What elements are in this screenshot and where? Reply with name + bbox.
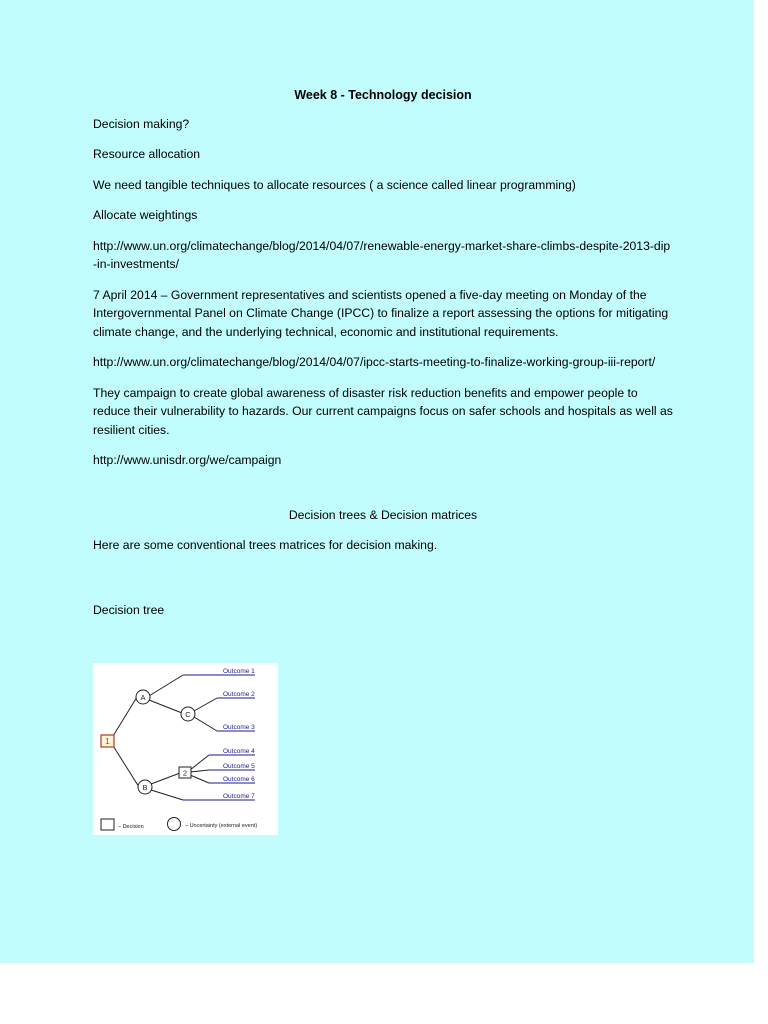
decision-tree-label: Decision tree (93, 602, 165, 617)
branch-1-b (110, 741, 139, 787)
link-renewable-energy[interactable]: http://www.un.org/climatechange/blog/2014/04/07/renewable-energy-market-share-climbs-despite-2013-dip-in-investments/ (93, 238, 671, 271)
paragraph-allocate-weightings: Allocate weightings (93, 208, 198, 222)
outcome-1-label: Outcome 1 (223, 668, 255, 675)
branch-c-outcome-2 (194, 698, 217, 711)
link-ipcc-meeting[interactable]: http://www.un.org/climatechange/blog/2014/04/07/ipcc-starts-meeting-to-finalize-working-group-iii-report/ (93, 355, 656, 369)
outcome-6-label: Outcome 6 (223, 776, 255, 783)
legend-decision-square (101, 819, 114, 830)
chance-node-b-label: B (142, 783, 148, 792)
chance-node-c-label: C (185, 710, 191, 719)
spacer (93, 567, 673, 601)
branch-c-outcome-3 (194, 717, 217, 731)
branch-b-outcome-7 (151, 790, 183, 800)
paragraph-resource-allocation: Resource allocation (93, 147, 201, 161)
legend-uncertainty-circle (168, 818, 181, 831)
legend-decision-label: – Decision (118, 824, 144, 830)
paragraph-ipcc-meeting: 7 April 2014 – Government representatives and scientists opened a five-day meeting on Monday of the Intergovernmental Panel on Climate Change (IPCC) to finalize a report assessing the options for mitigating climate change, and the underlying technical, economic and institutional requirements. (93, 287, 669, 339)
branch-a-outcome-1 (149, 675, 183, 696)
decision-tree-diagram (93, 663, 278, 835)
section-heading-decision-trees: Decision trees & Decision matrices (288, 507, 478, 522)
outcome-2-label: Outcome 2 (223, 691, 255, 698)
decision-node-1-label: 1 (105, 737, 110, 746)
branch-b-2 (151, 773, 180, 784)
branch-2-outcome-6 (190, 775, 209, 783)
chance-node-a-label: A (140, 693, 146, 702)
branch-a-c (149, 700, 182, 713)
outcome-5-label: Outcome 5 (223, 763, 255, 770)
branch-2-outcome-4 (190, 755, 209, 770)
link-unisdr-campaign[interactable]: http://www.unisdr.org/we/campaign (93, 453, 282, 467)
document-body (93, 86, 673, 626)
decision-node-2-label: 2 (182, 768, 188, 778)
outcome-7-label: Outcome 7 (223, 793, 255, 800)
outcome-3-label: Outcome 3 (223, 724, 255, 731)
legend-uncertainty-label: – Uncertainty (external event) (185, 823, 258, 829)
branch-2-outcome-5 (190, 770, 209, 772)
outcome-4-label: Outcome 4 (223, 748, 255, 755)
paragraph-conventional-trees: Here are some conventional trees matrices for decision making. (93, 538, 438, 552)
paragraph-campaign: They campaign to create global awareness of disaster risk reduction benefits and empower people to reduce their vulnerability to hazards. Our current campaigns focus on safer schools and hospitals as well as resilient cities. (93, 385, 673, 437)
page-title: Week 8 - Technology decision (294, 88, 472, 102)
spacer (93, 482, 673, 506)
paragraph-decision-making: Decision making? (93, 116, 190, 131)
paragraph-tangible-techniques: We need tangible techniques to allocate resources ( a science called linear programming) (93, 177, 576, 192)
